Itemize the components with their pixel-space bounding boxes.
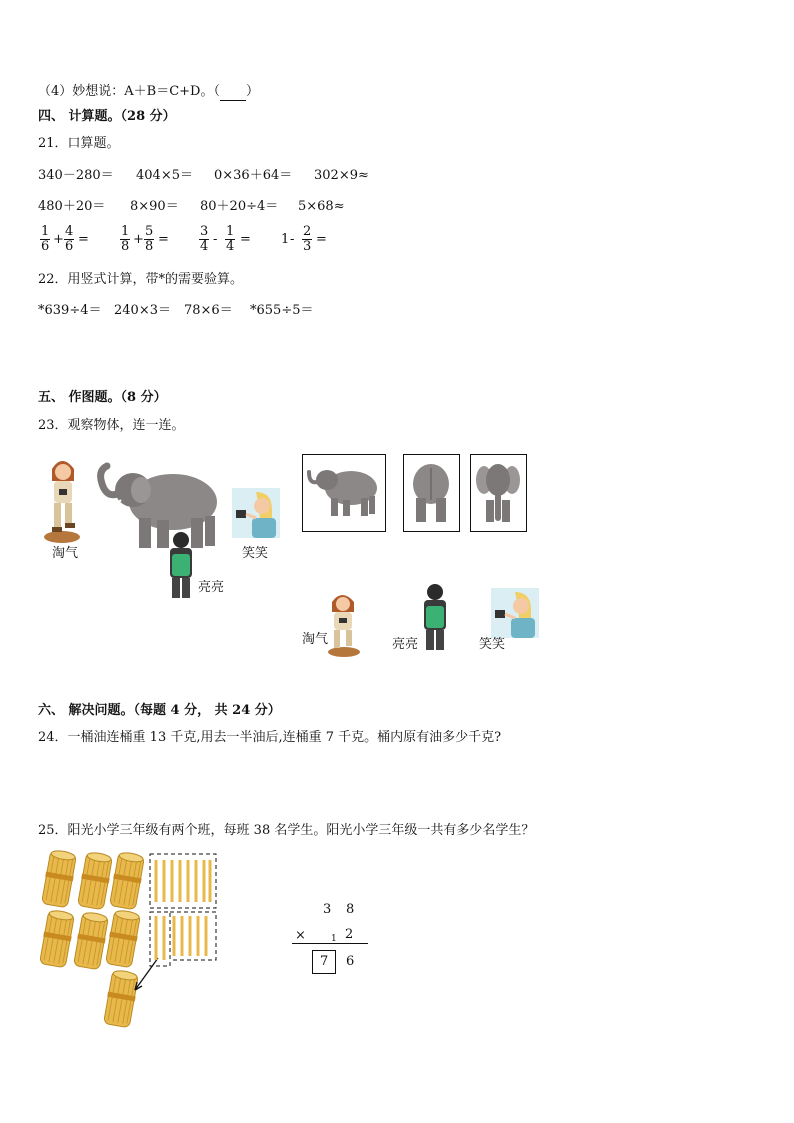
mult-rule-line <box>292 943 368 944</box>
mult-top-d1: 3 <box>323 902 332 917</box>
frac-2-eq: = <box>158 232 169 247</box>
scene-label-liangliang: 亮亮 <box>198 580 225 595</box>
section6-title: 六、 解决问题。（每题 4 分， 共 24 分） <box>38 703 281 718</box>
elephant-back-view-icon <box>408 460 454 524</box>
q25-text: 25．阳光小学三年级有两个班，每班 38 名学生。阳光小学三年级一共有多少名学生？ <box>38 823 535 838</box>
q21-r1-d: 302×9≈ <box>314 168 369 183</box>
elephant-front-view-icon <box>476 460 520 524</box>
xiaoxiao-girl-small-figure <box>491 588 539 638</box>
frac-2-op: + <box>133 232 144 247</box>
q21-r2-b: 8×90＝ <box>130 199 179 214</box>
q4-close: ） <box>246 84 260 99</box>
frac-1-eq: = <box>78 232 89 247</box>
mult-bottom: 2 <box>345 927 354 942</box>
q4-suffix: 。（ <box>200 84 221 99</box>
taoqi-girl-figure <box>40 455 86 545</box>
q22-title: 22．用竖式计算，带*的需要验算。 <box>38 272 244 287</box>
mult-carry: 1 <box>331 934 337 944</box>
stick-bundles-illustration <box>40 850 230 1030</box>
elephant-icon <box>95 460 225 550</box>
mult-top-d2: 8 <box>346 902 355 917</box>
bottom-label-liangliang: 亮亮 <box>392 637 419 652</box>
frac-3a: $\frac{3}{4}$ <box>200 224 209 254</box>
q21-r2-c: 80＋20÷4＝ <box>200 199 279 214</box>
q22-item-4: *655÷5＝ <box>250 303 314 318</box>
frac-4-op: - <box>290 232 295 247</box>
frac-4-eq: = <box>316 232 327 247</box>
q21-r1-b: 404×5＝ <box>136 168 193 183</box>
q22-item-1: *639÷4＝ <box>38 303 102 318</box>
frac-4-whole: 1 <box>281 232 290 247</box>
liangliang-boy-figure <box>166 530 196 600</box>
q21-r2-a: 480＋20＝ <box>38 199 106 214</box>
frac-3b: $\frac{1}{4}$ <box>226 224 235 254</box>
taoqi-girl-small-figure <box>322 590 364 658</box>
q22-item-2: 240×3＝ <box>114 303 171 318</box>
frac-4b: $\frac{2}{3}$ <box>303 224 312 254</box>
q24-text: 24．一桶油连桶重 13 千克,用去一半油后,连桶重 7 千克。桶内原有油多少千克? <box>38 730 502 745</box>
xiaoxiao-girl-figure <box>232 488 280 538</box>
scene-label-xiaoxiao: 笑笑 <box>242 546 269 561</box>
q23-title: 23．观察物体，连一连。 <box>38 418 185 433</box>
q4-formula: A＋B＝C+D <box>124 84 201 99</box>
mult-times-sign: × <box>295 928 306 943</box>
mult-result-box-digit: 7 <box>320 954 329 969</box>
q4-answer-blank[interactable] <box>220 84 246 101</box>
elephant-side-view-icon <box>305 462 381 518</box>
q21-r1-a: 340－280＝ <box>38 168 114 183</box>
mult-result-digit: 6 <box>346 954 355 969</box>
q21-r1-c: 0×36＋64＝ <box>214 168 293 183</box>
q21-r2-d: 5×68≈ <box>298 199 345 214</box>
q22-item-3: 78×6＝ <box>184 303 233 318</box>
q4-line <box>38 84 259 101</box>
frac-2b: $\frac{5}{8}$ <box>145 224 154 254</box>
q4-prefix: （4）妙想说： <box>38 84 125 99</box>
frac-1a: $\frac{1}{6}$ <box>41 224 50 254</box>
liangliang-boy-small-figure <box>420 582 450 652</box>
frac-2a: $\frac{1}{8}$ <box>121 224 130 254</box>
frac-1-op: + <box>53 232 64 247</box>
q21-title: 21．口算题。 <box>38 136 120 151</box>
frac-1b: $\frac{4}{6}$ <box>65 224 74 254</box>
section4-title: 四、 计算题。（28 分） <box>38 109 176 124</box>
scene-label-taoqi: 淘气 <box>52 546 79 561</box>
bottom-label-taoqi: 淘气 <box>302 632 329 647</box>
frac-3-eq: = <box>240 232 251 247</box>
bottom-label-xiaoxiao: 笑笑 <box>479 637 506 652</box>
section5-title: 五、 作图题。（8 分） <box>38 390 167 405</box>
frac-3-op: - <box>213 232 218 247</box>
